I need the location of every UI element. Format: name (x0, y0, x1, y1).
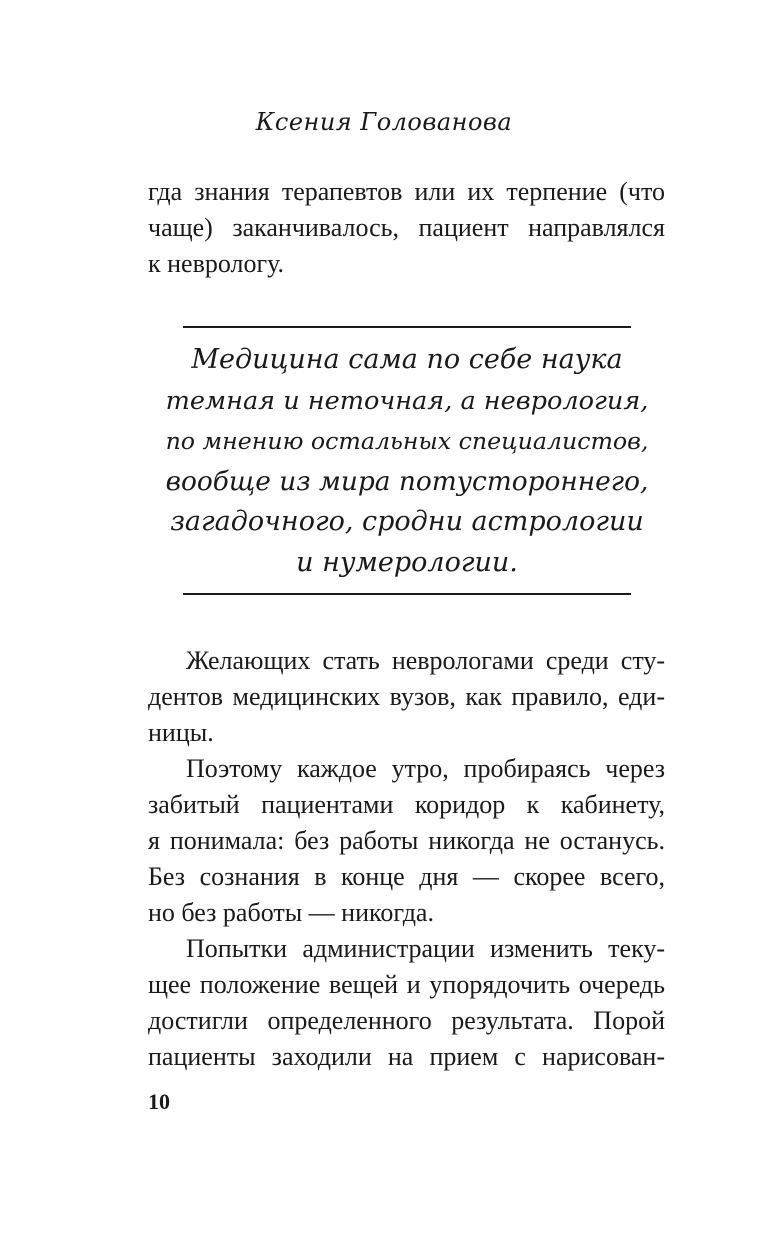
text-line: забитый пациентами коридор к кабинету, (148, 790, 665, 819)
pull-quote-line: загадочного, сродни астрологии (170, 506, 644, 537)
text-line: Без сознания в конце дня — скорее всего, (148, 862, 665, 891)
pull-quote-text (163, 340, 651, 583)
paragraph-continuation (148, 174, 665, 282)
text-line: но без работы — никогда. (148, 898, 434, 927)
text-line: гда знания терапевтов или их терпение (что (148, 177, 665, 206)
text-line: Желающих стать неврологами среди сту- (186, 646, 665, 675)
text-line: чаще) заканчивалось, пациент направлялся (148, 213, 665, 242)
text-line: ницы. (148, 718, 214, 747)
pull-quote-bottom-rule (183, 593, 631, 595)
text-line: я понимала: без работы никогда не останусь. (148, 826, 665, 855)
text-line: дентов медицинских вузов, как правило, еди- (148, 682, 665, 711)
page-number: 10 (148, 1089, 170, 1114)
text-line: Поэтому каждое утро, пробираясь через (186, 754, 665, 783)
pull-quote-line: темная и неточная, а неврология, (165, 385, 649, 416)
pull-quote-top-rule (183, 326, 631, 328)
text-line: пациенты заходили на прием с нарисован- (148, 1042, 665, 1071)
running-head-author: Ксения Голованова (255, 108, 513, 136)
text-line: к неврологу. (148, 249, 285, 278)
text-line: щее положение вещей и упорядочить очередь (148, 970, 665, 999)
pull-quote-line: и нумерологии. (296, 546, 518, 578)
body-text (148, 643, 665, 1075)
pull-quote-line: вообще из мира потустороннего, (165, 466, 649, 497)
pull-quote (165, 326, 649, 596)
text-line: Попытки администрации изменить теку- (186, 934, 665, 963)
text-line: достигли определенного результата. Порой (148, 1006, 665, 1035)
pull-quote-line: по мнению остальных специалистов, (165, 427, 649, 455)
pull-quote-line: Медицина сама по себе наука (191, 344, 623, 375)
